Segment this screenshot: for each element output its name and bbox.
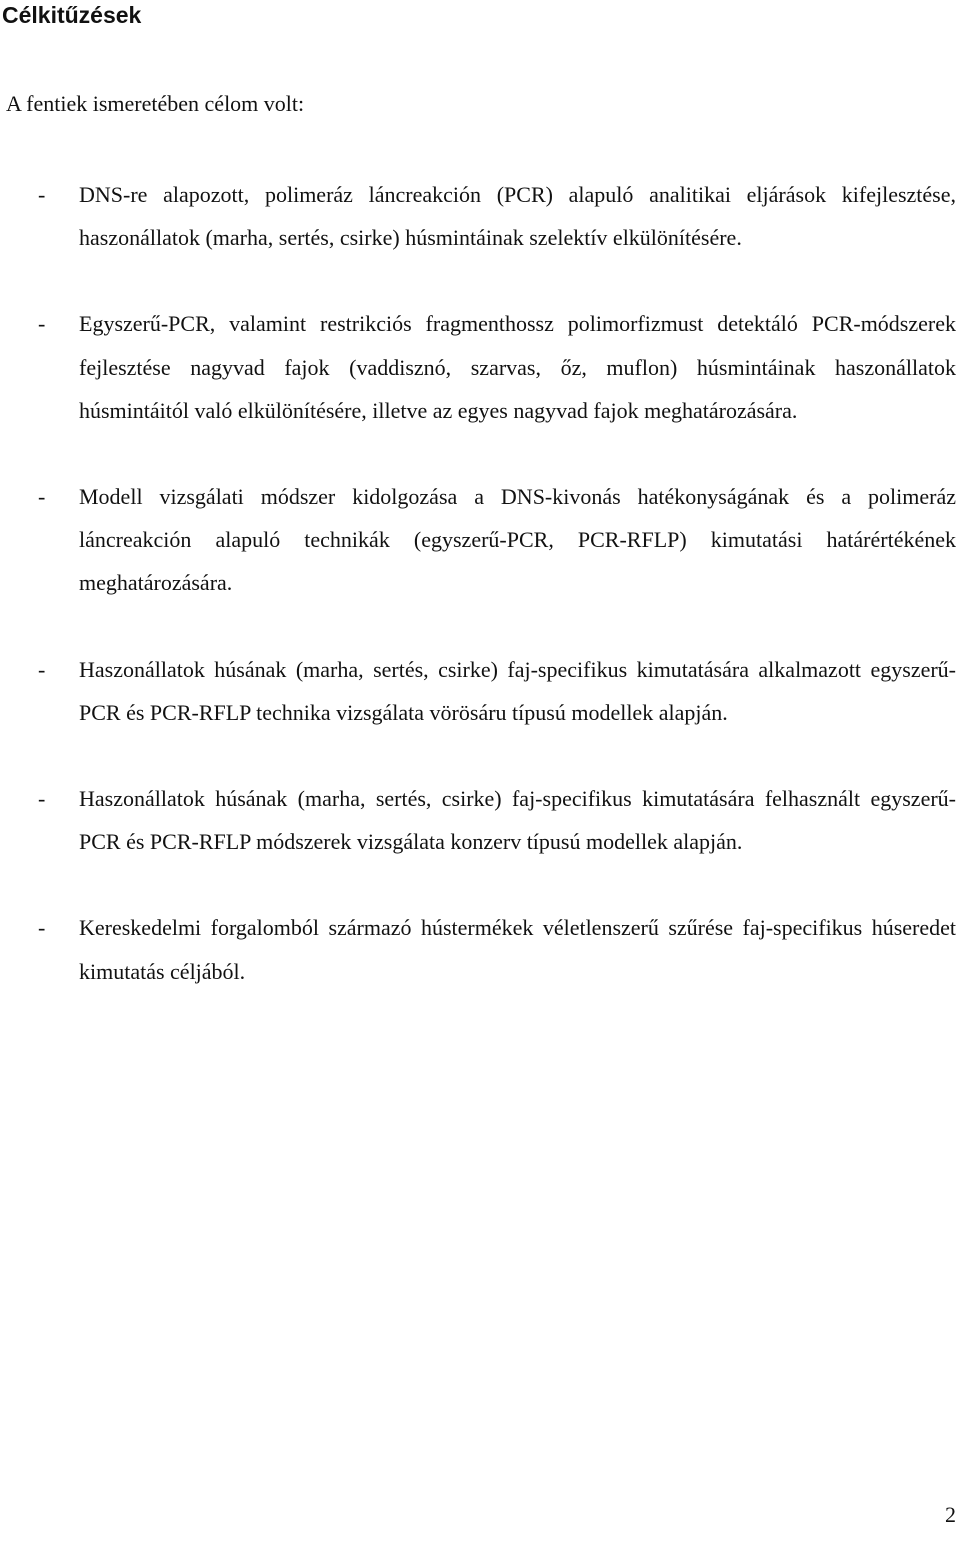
bullet-dash: - (38, 656, 46, 682)
bullet-dash: - (38, 484, 46, 510)
page-title: Célkitűzések (2, 2, 142, 28)
objective-text: Modell vizsgálati módszer kidolgozása a DNS-kivonás hatékonyságának és a polimeráz láncreakción alapuló technikák (egyszerű-PCR, PCR-RFLP) kimutatási határértékének meghatározására. (79, 484, 956, 596)
list-item (0, 777, 956, 863)
objectives-list (0, 173, 956, 993)
list-item (0, 302, 956, 432)
list-item (0, 906, 956, 992)
bullet-dash: - (38, 786, 46, 812)
list-item (0, 475, 956, 605)
bullet-dash: - (38, 182, 46, 207)
objective-text: Haszonállatok húsának (marha, sertés, csirke) faj-specifikus kimutatására alkalmazott egyszerű-PCR és PCR-RFLP technika vizsgálata vörösáru típusú modellek alapján. (79, 656, 956, 725)
intro-paragraph: A fentiek ismeretében célom volt: (6, 91, 305, 116)
list-item (0, 648, 956, 734)
list-item (0, 173, 956, 259)
bullet-dash: - (38, 311, 46, 337)
objective-text: Haszonállatok húsának (marha, sertés, csirke) faj-specifikus kimutatására felhasznált egyszerű-PCR és PCR-RFLP módszerek vizsgálata konzerv típusú modellek alapján. (79, 786, 956, 855)
objective-text: Kereskedelmi forgalomból származó hústermékek véletlenszerű szűrése faj-specifikus húseredet kimutatás céljából. (79, 915, 956, 984)
objective-text: Egyszerű-PCR, valamint restrikciós fragmenthossz polimorfizmust detektáló PCR-módszerek fejlesztése nagyvad fajok (vaddisznó, szarvas, őz, muflon) húsmintáinak haszonállatok húsmintáitól való elkülönítésére, illetve az egyes nagyvad fajok meghatározására. (79, 311, 956, 423)
bullet-dash: - (38, 915, 46, 941)
page-number: 2 (945, 1502, 956, 1527)
objective-text: DNS-re alapozott, polimeráz láncreakción (PCR) alapuló analitikai eljárások kifejlesztése, haszonállatok (marha, sertés, csirke) húsmintáinak szelektív elkülönítésére. (79, 182, 956, 251)
